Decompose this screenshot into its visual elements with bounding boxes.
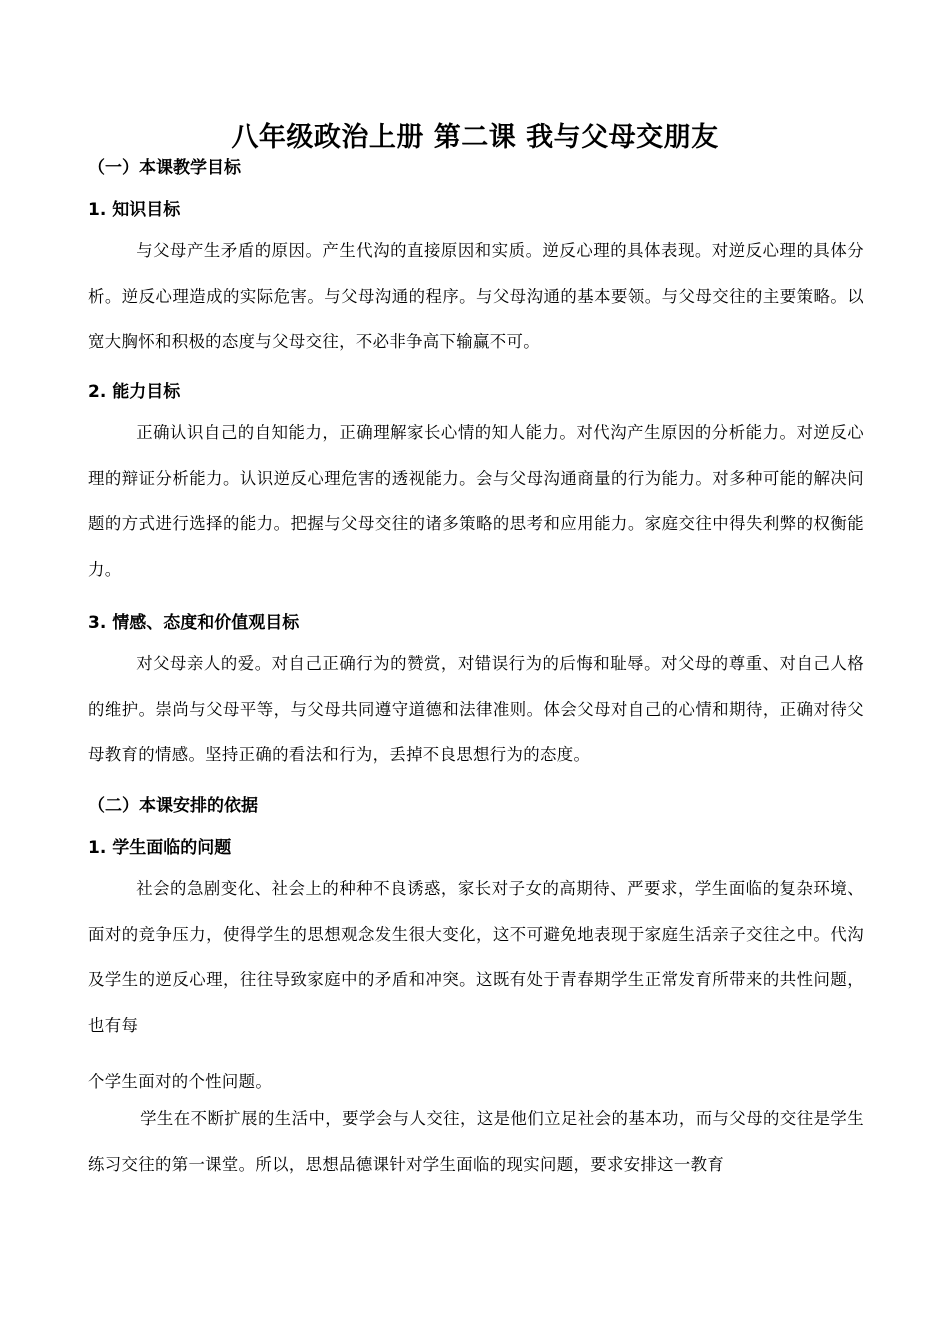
subheading-ability: 2. 能力目标 [88, 382, 181, 402]
paragraph-values [88, 641, 864, 778]
paragraph-continuation: 个学生面对的个性问题。 [88, 1072, 273, 1091]
paragraph-student-problems-text: 社会的急剧变化、社会上的种种不良诱惑，家长对子女的高期待、严要求，学生面临的复杂环境、面对的竞争压力，使得学生的思想观念发生很大变化，这不可避免地表现于家庭生活亲子交往之中。代沟及学生的逆反心理，往往导致家庭中的矛盾和冲突。这既有处于青春期学生正常发育所带来的共性问题，也有每 [88, 879, 864, 1035]
page-title: 八年级政治上册 第二课 我与父母交朋友 [231, 122, 719, 153]
section-heading-goals: （一）本课教学目标 [88, 158, 241, 178]
paragraph-values-text: 对父母亲人的爱。对自己正确行为的赞赏，对错误行为的后悔和耻辱。对父母的尊重、对自己人格的维护。崇尚与父母平等，与父母共同遵守道德和法律准则。体会父母对自己的心情和期待，正确对待父母教育的情感。坚持正确的看法和行为，丢掉不良思想行为的态度。 [88, 654, 864, 764]
paragraph-communication [88, 1096, 864, 1187]
subheading-student-problems: 1. 学生面临的问题 [88, 838, 232, 858]
paragraph-knowledge [88, 228, 864, 365]
paragraph-knowledge-text: 与父母产生矛盾的原因。产生代沟的直接原因和实质。逆反心理的具体表现。对逆反心理的具体分析。逆反心理造成的实际危害。与父母沟通的程序。与父母沟通的基本要领。与父母交往的主要策略。以宽大胸怀和积极的态度与父母交往，不必非争高下输赢不可。 [88, 241, 864, 351]
paragraph-student-problems [88, 866, 864, 1048]
paragraph-ability [88, 410, 864, 592]
subheading-values: 3. 情感、态度和价值观目标 [88, 613, 300, 633]
paragraph-ability-text: 正确认识自己的自知能力，正确理解家长心情的知人能力。对代沟产生原因的分析能力。对逆反心理的辩证分析能力。认识逆反心理危害的透视能力。会与父母沟通商量的行为能力。对多种可能的解决问题的方式进行选择的能力。把握与父母交往的诸多策略的思考和应用能力。家庭交往中得失利弊的权衡能力。 [88, 423, 864, 579]
subheading-knowledge: 1. 知识目标 [88, 200, 181, 220]
paragraph-communication-text: 学生在不断扩展的生活中，要学会与人交往，这是他们立足社会的基本功，而与父母的交往是学生练习交往的第一课堂。所以，思想品德课针对学生面临的现实问题，要求安排这一教育 [88, 1109, 864, 1174]
section-heading-basis: （二）本课安排的依据 [88, 796, 258, 816]
